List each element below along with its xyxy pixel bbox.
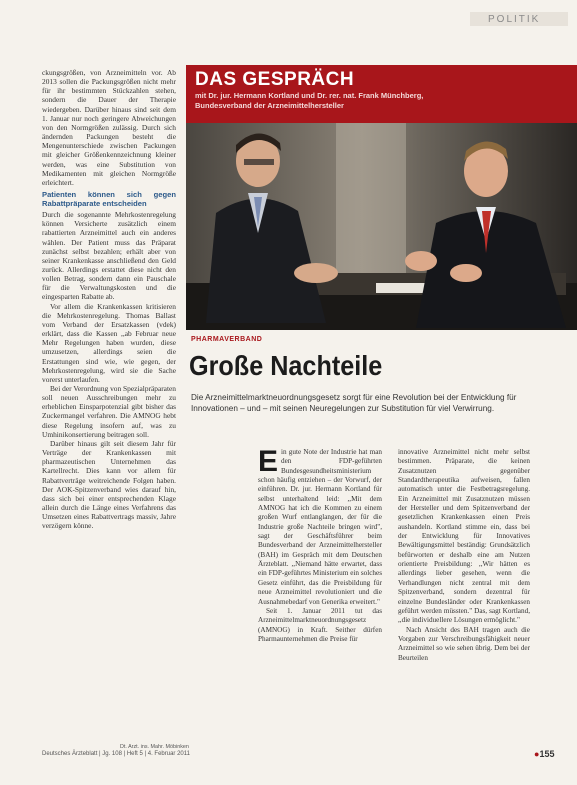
article-col2-para1: innovative Arzneimittel nicht mehr selbst bestimmen. Präparate, die keinen Zusatznutzen gegenüber Standardtherapeutika aufweisen, fallen automatisch unter die Festbetragsregelung. Ein Arzneimittel mit Zusatznutzen müssen der Hersteller und dem Spitzenverband der gesetzlichen Krankenkassen einen Preis aushandeln. Kortland stimme ein, dass bei der Entwicklung für Innovatives Bewältigungsmittel beständig: Grundsätzlich befürworten er deshalb eine am Nutzen orientierte Preisbildung: ,,Wir hätten es allerdings lieber gesehen, wenn die Verhandlungen nicht zentral mit dem Spitzenverband, sondern dezentral für einzelne Bundesländer oder Krankenkassen geführt werden müssten." Das, sagt Kortland, ,,die individuellere Lösungen ermöglicht."	[398, 448, 530, 625]
header-subtitle	[195, 91, 423, 111]
article-kicker: PHARMAVERBAND	[191, 336, 263, 343]
article-headline: Große Nachteile	[189, 350, 383, 381]
interview-photo	[186, 123, 577, 330]
section-label: POLITIK	[488, 14, 541, 25]
page-marker-icon: ●	[534, 749, 540, 759]
left-para-2: Durch die sogenannte Mehrkostenregelung können Versicherte zusätzlich einem rabattierten Arzneimittel auch ein anderes wählen. Der Patient muss das Präparat zunächst selbst bezahlen; erhält aber von seiner Krankenkasse anschließend den Geld zurück. Allerdings erstattet diese nicht den vollen Betrag, sondern dann ein Pauschale für die Verwaltungskosten und die eingesparten Rabatte ab.	[42, 210, 176, 302]
header-subtitle-line1: mit Dr. jur. Hermann Kortland und Dr. rer. nat. Frank Münchberg,	[195, 91, 424, 100]
header-title: DAS GESPRÄCH	[195, 69, 355, 90]
left-para-1: ckungsgrößen, von Arzneimitteln vor. Ab 2013 sollen die Packungsgrößen nicht mehr für ihr bestimmten Stückzahlen stehen, sondern die Dauer der Therapie wiedergeben. Darüber hinaus sind seit dem 1. Januar nur noch geringere Abweichungen von den Normgrößen zulässig. Durch sich ändernden Packungen besteht die Mengenunterschiede zwischen Packungen mit gleicher Größenkennzeichnung kleiner werden, was eine Substitution von Medikamenten mit gleichen Normgröße erleichtert.	[42, 68, 176, 187]
article-col1-para1: in gute Note der Industrie hat man den FDP-geführten Bundesgesundheitsministerium schon häufig entziehen – der Vorwurf, der einführen. Dr. jur. Hermann Kortland für selbst unterhaltend leid: ,,Mit dem AMNOG hat ich die Kommen zu einem großen Wurf entlanglangen, der für die Industrie große Nachteile bringen wird", sagt der Geschäftsführer beim Bundesverband der Arzneimittelhersteller (BAH) im Gespräch mit dem Deutschen Ärzteblatt. ,,Niemand hätte erwartet, dass ein FDP-geführtes Ministerium ein solches Gesetz einführt, das die Preisbildung für neue Arzneimittel revolutioniert und die Ausnahmebedarf von Generika erweitert."	[258, 448, 382, 606]
page-number	[534, 749, 554, 759]
article-column-2	[398, 448, 530, 663]
left-para-3: Vor allem die Krankenkassen kritisieren die Mehrkostenregelung. Thomas Ballast vom Verband der Ersatzkassen (vdek) erklärt, dass die Kassen ,,ab Februar neue Mehr Regelungen haben wurden, diese umzusetzen, allerdings seien die Erstattungen sind wie, wie gegen, der Mehrkostenregelung, wird sie die Sache vorerst unterlaufen.	[42, 301, 176, 384]
left-column	[42, 68, 176, 531]
article-column-1	[258, 445, 382, 644]
page-number-value: 155	[539, 749, 555, 759]
header-subtitle-line2: Bundesverband der Arzneimittelhersteller	[195, 101, 344, 110]
article-col2-para2: Nach Ansicht des BAH tragen auch die Vorgaben zur Verschreibungsfähigkeit neuer Arzneimittel so wie sehen übrig. Dem bei der Beurteilen	[398, 625, 530, 662]
footer-journal: Deutsches Ärzteblatt | Jg. 108 | Heft 5 | 4. Februar 2011	[42, 751, 190, 757]
left-subheading: Patienten können sich gegen Rabattpräparate entscheiden	[42, 190, 176, 209]
left-para-4: Bei der Verordnung von Spezialpräparaten soll neuen Ausschreibungen mehr zu erheblichen Einsparpotenzial gibt bisher das Zuckermangel verfahren. Die AMNOG hebt diese Regelung insofern auf, was zu Umhinikonsertierung beitragen soll.	[42, 384, 176, 439]
left-para-5: Darüber hinaus gilt seit diesem Jahr für Verträge der Krankenkassen mit pharmazeutischen Unternehmen das Kartellrecht. Dies kann vor allem für Rabattverträge weitreichende Folgen haben. Der AOK-Spitzenverband wies darauf hin, dass sich bei einer entsprechenden Klage allein durch die Länge eines Verfahrens das Umsetzen eines Rabattvertrags massiv, Jahre verzögern könne.	[42, 438, 176, 531]
photo-credit: Dt. Arzt. ins. Mahr. Möbinken	[120, 744, 189, 750]
article-col1-para2: Seit 1. Januar 2011 tut das Arzneimittelmarktneuordnungsgesetz (AMNOG) in Kraft. Seither dürfen Pharmaunternehmen die Preise für	[258, 606, 382, 643]
article-lead: Die Arzneimittelmarktneuordnungsgesetz sorgt für eine Revolution bei der Entwicklung für Innovationen – und – mit seinen Neuregelungen zur Substitution für viel Verwirrung.	[191, 393, 517, 413]
drop-cap: E	[258, 445, 279, 478]
interview-photo-drawing	[186, 123, 577, 330]
header-banner	[186, 65, 577, 123]
